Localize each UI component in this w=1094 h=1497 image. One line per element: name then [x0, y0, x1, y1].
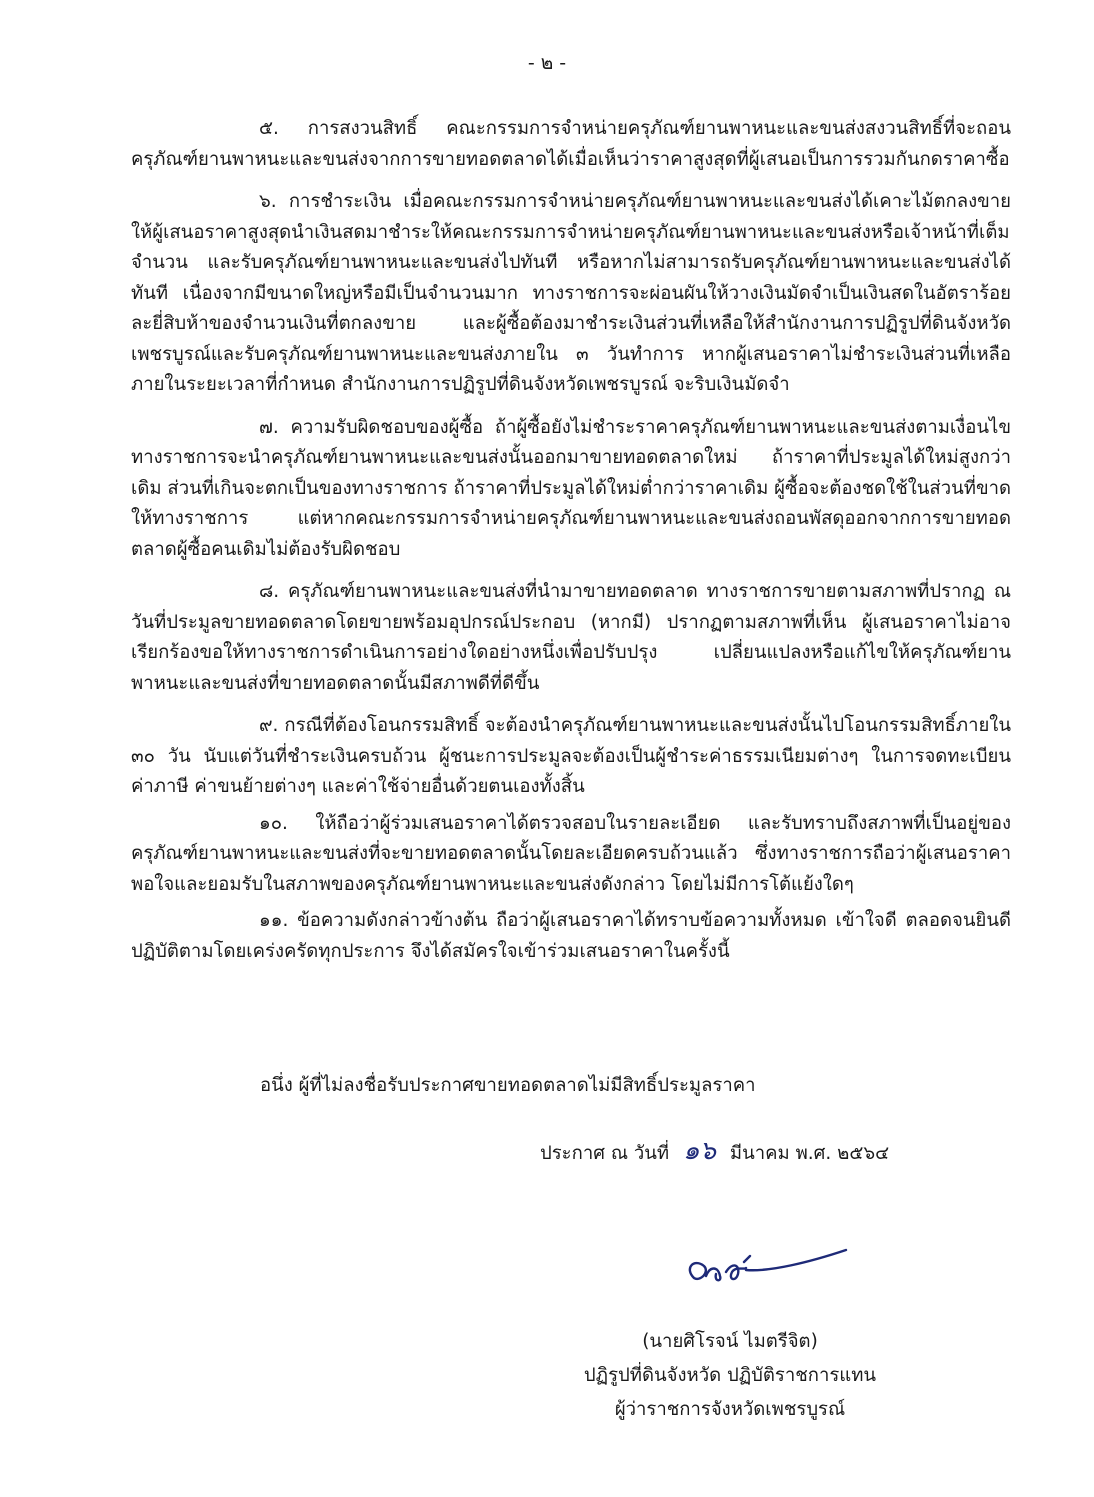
clause-7: ๗. ความรับผิดชอบของผู้ซื้อ ถ้าผู้ซื้อยังไม่ชำระราคาครุภัณฑ์ยานพาหนะและขนส่งตามเงื่อนไข ทางราชการจะนำครุภัณฑ์ยานพาหนะและขนส่งนั้นออกมาขายทอดตลาดใหม่ ถ้าราคาที่ประมูลได้ใหม่สูงกว่าเดิม ส่วนที่เกินจะตกเป็นของทางราชการ ถ้าราคาที่ประมูลได้ใหม่ต่ำกว่าราคาเดิม ผู้ซื้อจะต้องชดใช้ในส่วนที่ขาดให้ทางราชการ แต่หากคณะกรรมการจำหน่ายครุภัณฑ์ยานพาหนะและขนส่งถอนพัสดุออกจากการขายทอดตลาดผู้ซื้อคนเดิมไม่ต้องรับผิดชอบ	[131, 416, 1011, 560]
signer-name: (นายศิโรจน์ ไมตรีจิต)	[642, 1331, 818, 1352]
signer-block	[540, 1325, 920, 1427]
clause-10: ๑๐. ให้ถือว่าผู้ร่วมเสนอราคาได้ตรวจสอบในรายละเอียด และรับทราบถึงสภาพที่เป็นอยู่ของครุภัณฑ์ยานพาหนะและขนส่งที่จะขายทอดตลาดนั้นโดยละเอียดครบถ้วนแล้ว ซึ่งทางราชการถือว่าผู้เสนอราคาพอใจและยอมรับในสภาพของครุภัณฑ์ยานพาหนะและขนส่งดังกล่าว โดยไม่มีการโต้แย้งใดๆ	[131, 812, 1011, 895]
clause-5: ๕. การสงวนสิทธิ์ คณะกรรมการจำหน่ายครุภัณฑ์ยานพาหนะและขนส่งสงวนสิทธิ์ที่จะถอนครุภัณฑ์ยานพาหนะและขนส่งจากการขายทอดตลาดได้เมื่อเห็นว่าราคาสูงสุดที่ผู้เสนอเป็นการรวมกันกดราคาซื้อ	[131, 118, 1011, 170]
page-number: - ๒ -	[527, 52, 567, 74]
signer-position: ปฏิรูปที่ดินจังหวัด ปฏิบัติราชการแทน	[583, 1365, 877, 1386]
announcement-day: ๑๖	[683, 1136, 717, 1166]
signature-scribble	[680, 1248, 850, 1298]
signature-image	[680, 1248, 850, 1298]
clause-6: ๖. การชำระเงิน เมื่อคณะกรรมการจำหน่ายครุภัณฑ์ยานพาหนะและขนส่งได้เคาะไม้ตกลงขาย ให้ผู้เสนอราคาสูงสุดนำเงินสดมาชำระให้คณะกรรมการจำหน่ายครุภัณฑ์ยานพาหนะและขนส่งหรือเจ้าหน้าที่เต็มจำนวน และรับครุภัณฑ์ยานพาหนะและขนส่งไปทันที หรือหากไม่สามารถรับครุภัณฑ์ยานพาหนะและขนส่งได้ทันที เนื่องจากมีขนาดใหญ่หรือมีเป็นจำนวนมาก ทางราชการจะผ่อนผันให้วางเงินมัดจำเป็นเงินสดในอัตราร้อยละยี่สิบห้าของจำนวนเงินที่ตกลงขาย และผู้ซื้อต้องมาชำระเงินส่วนที่เหลือให้สำนักงานการปฏิรูปที่ดินจังหวัดเพชรบูรณ์และรับครุภัณฑ์ยานพาหนะและขนส่งภายใน ๓ วันทำการ หากผู้เสนอราคาไม่ชำระเงินส่วนที่เหลือภายในระยะเวลาที่กำหนด สำนักงานการปฏิรูปที่ดินจังหวัดเพชรบูรณ์ จะริบเงินมัดจำ	[131, 191, 1011, 395]
closing-note: อนึ่ง ผู้ที่ไม่ลงชื่อรับประกาศขายทอดตลาดไม่มีสิทธิ์ประมูลราคา	[260, 1075, 756, 1096]
announcement-prefix: ประกาศ ณ วันที่	[540, 1143, 670, 1164]
document-body	[131, 114, 1011, 973]
clause-8: ๘. ครุภัณฑ์ยานพาหนะและขนส่งที่นำมาขายทอดตลาด ทางราชการขายตามสภาพที่ปรากฏ ณ วันที่ประมูลขายทอดตลาดโดยขายพร้อมอุปกรณ์ประกอบ (หากมี) ปรากฏตามสภาพที่เห็น ผู้เสนอราคาไม่อาจเรียกร้องขอให้ทางราชการดำเนินการอย่างใดอย่างหนึ่งเพื่อปรับปรุง เปลี่ยนแปลงหรือแก้ไขให้ครุภัณฑ์ยานพาหนะและขนส่งที่ขายทอดตลาดนั้นมีสภาพดีที่ดีขึ้น	[131, 581, 1011, 694]
clause-9: ๙. กรณีที่ต้องโอนกรรมสิทธิ์ จะต้องนำครุภัณฑ์ยานพาหนะและขนส่งนั้นไปโอนกรรมสิทธิ์ภายใน ๓๐ วัน นับแต่วันที่ชำระเงินครบถ้วน ผู้ชนะการประมูลจะต้องเป็นผู้ชำระค่าธรรมเนียมต่างๆ ในการจดทะเบียน ค่าภาษี ค่าขนย้ายต่างๆ และค่าใช้จ่ายอื่นด้วยตนเองทั้งสิ้น	[131, 715, 1011, 797]
announcement-month-year: มีนาคม พ.ศ. ๒๕๖๔	[729, 1143, 890, 1164]
signer-on-behalf-of: ผู้ว่าราชการจังหวัดเพชรบูรณ์	[614, 1399, 846, 1420]
announcement-date	[540, 1130, 889, 1171]
clause-11: ๑๑. ข้อความดังกล่าวข้างต้น ถือว่าผู้เสนอราคาได้ทราบข้อความทั้งหมด เข้าใจดี ตลอดจนยินดีปฏิบัติตามโดยเคร่งครัดทุกประการ จึงได้สมัครใจเข้าร่วมเสนอราคาในครั้งนี้	[131, 910, 1011, 962]
